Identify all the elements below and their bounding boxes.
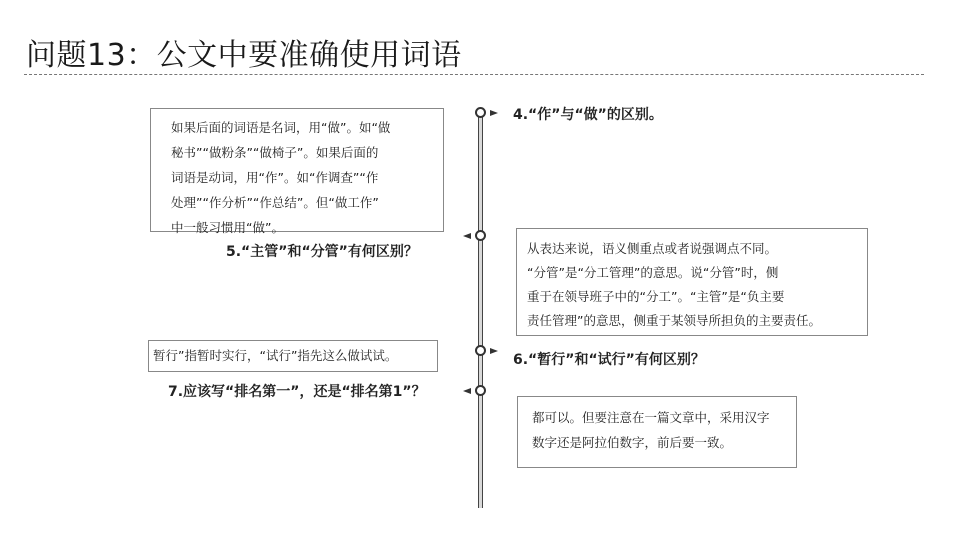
heading-item-6: 6.“暂行”和“试行”有何区别？ bbox=[513, 352, 705, 368]
answer-box-7 bbox=[517, 396, 797, 468]
timeline-node-4 bbox=[475, 107, 486, 118]
answer-box-5 bbox=[516, 228, 868, 336]
answer-line: 词语是动词，用“作”。如“作调查”“作 bbox=[171, 170, 379, 185]
title-divider bbox=[24, 74, 924, 75]
answer-line: 数字还是阿拉伯数字，前后要一致。 bbox=[532, 435, 733, 450]
answer-box-6 bbox=[148, 340, 438, 372]
heading-item-7: 7.应该写“排名第一”，还是“排名第1”？ bbox=[168, 384, 426, 400]
timeline-node-6 bbox=[475, 345, 486, 356]
heading-item-4: 4.“作”与“做”的区别。 bbox=[513, 107, 663, 123]
answer-line: 都可以。但要注意在一篇文章中，采用汉字 bbox=[532, 410, 770, 425]
timeline-node-7 bbox=[475, 385, 486, 396]
answer-line: 秘书”“做粉条”“做椅子”。如果后面的 bbox=[171, 145, 379, 160]
arrow-left-icon bbox=[463, 388, 471, 394]
answer-line: 重于在领导班子中的“分工”。“主管”是“负主要 bbox=[527, 289, 785, 304]
answer-box-4 bbox=[150, 108, 444, 235]
answer-line: 责任管理”的意思，侧重于某领导所担负的主要责任。 bbox=[527, 313, 821, 328]
answer-line: “分管”是“分工管理”的意思。说“分管”时，侧 bbox=[527, 265, 779, 280]
answer-line: 暂行”指暂时实行，“试行”指先这么做试试。 bbox=[153, 348, 398, 363]
page-title: 问题13：公文中要准确使用词语 bbox=[26, 38, 462, 73]
arrow-right-icon bbox=[490, 348, 498, 354]
answer-line: 如果后面的词语是名词，用“做”。如“做 bbox=[171, 120, 391, 135]
answer-line: 中一般习惯用“做”。 bbox=[171, 220, 284, 235]
answer-line: 处理”“作分析”“作总结”。但“做工作” bbox=[171, 195, 379, 210]
arrow-right-icon bbox=[490, 110, 498, 116]
heading-item-5: 5.“主管”和“分管”有何区别？ bbox=[226, 244, 418, 260]
timeline-line bbox=[478, 112, 483, 508]
answer-line: 从表达来说，语义侧重点或者说强调点不同。 bbox=[527, 241, 778, 256]
timeline-node-5 bbox=[475, 230, 486, 241]
arrow-left-icon bbox=[463, 233, 471, 239]
